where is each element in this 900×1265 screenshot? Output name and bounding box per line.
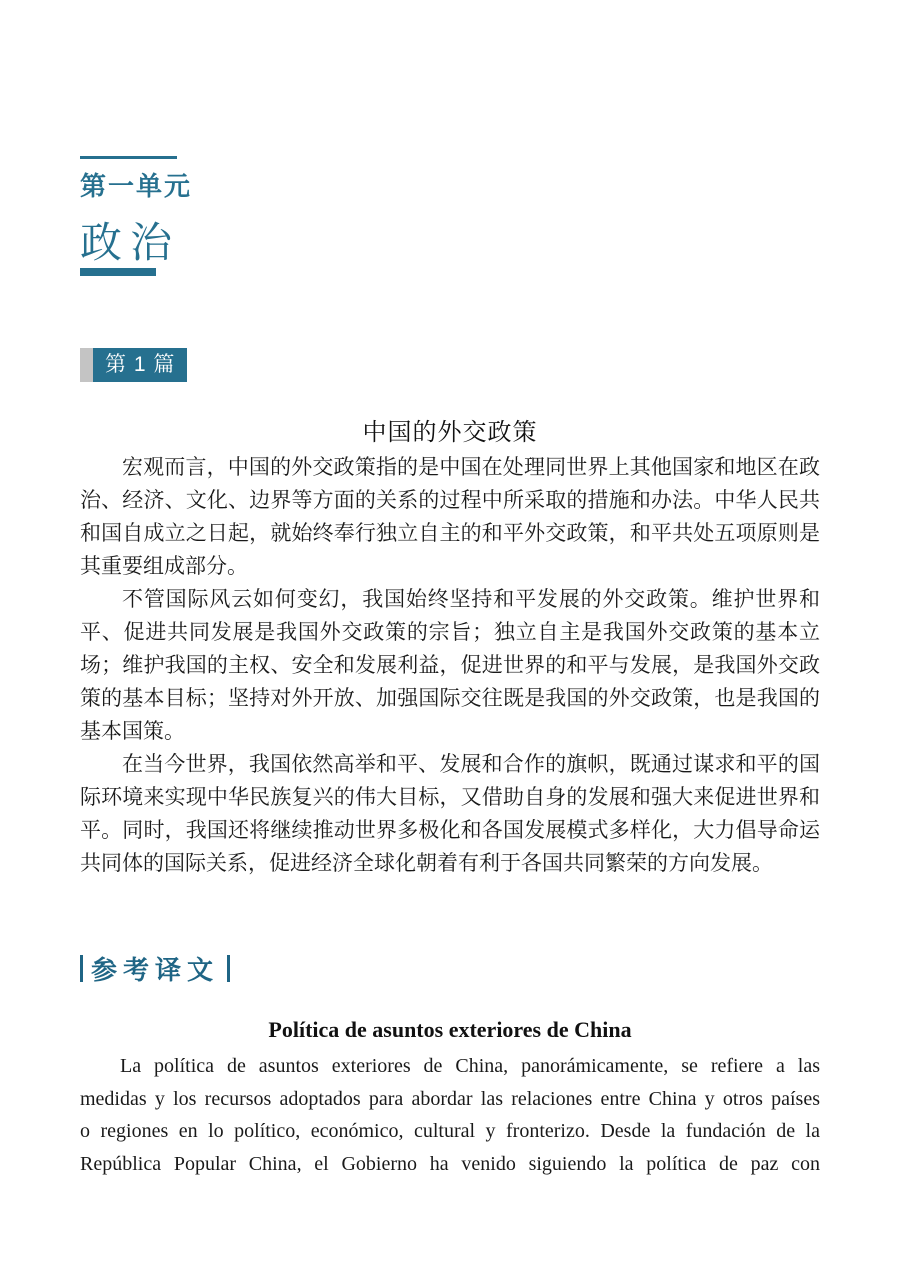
chinese-paragraph-2: 不管国际风云如何变幻，我国始终坚持和平发展的外交政策。维护世界和平、促进共同发展是我国外交政策的宗旨；独立自主是我国外交政策的基本立场；维护我国的主权、安全和发展利益，促进世界的和平与发展，是我国外交政策的基本目标；坚持对外开放、加强国际交往既是我国的外交政策，也是我国的基本国策。 — [80, 587, 820, 743]
translation-section-header — [80, 950, 230, 987]
translation-body — [80, 1050, 820, 1180]
unit-divider-line — [80, 156, 177, 159]
translation-paragraph-1: La política de asuntos exteriores de China, panorámicamente, se refiere a las medidas y los recursos adoptados para abordar las relaciones entre China y otros países o regiones en lo político, económico, cultural y fronterizo. Desde la fundación de la República Popular China, el Gobierno ha venido siguiendo la política de paz con — [80, 1055, 820, 1175]
unit-title: 政治 — [80, 219, 181, 266]
chinese-article-body — [80, 451, 820, 880]
unit-underline-bar — [80, 268, 156, 276]
chinese-paragraph-3: 在当今世界，我国依然高举和平、发展和合作的旗帜，既通过谋求和平的国际环境来实现中华民族复兴的伟大目标，又借助自身的发展和强大来促进世界和平。同时，我国还将继续推动世界多极化和各国发展模式多样化，大力倡导命运共同体的国际关系，促进经济全球化朝着有利于各国共同繁荣的方向发展。 — [80, 752, 820, 875]
chinese-paragraph-1: 宏观而言，中国的外交政策指的是中国在处理同世界上其他国家和地区在政治、经济、文化、边界等方面的关系的过程中所采取的措施和办法。中华人民共和国自成立之日起，就始终奉行独立自主的和平外交政策，和平共处五项原则是其重要组成部分。 — [80, 455, 820, 578]
unit-label: 第一单元 — [80, 171, 193, 201]
translation-header-label: 参考译文 — [91, 955, 220, 985]
left-bar-decoration — [80, 955, 83, 982]
article-badge — [80, 348, 187, 382]
badge-label: 第 1 篇 — [93, 348, 187, 382]
right-bar-decoration — [227, 955, 230, 982]
badge-gray-block — [80, 348, 93, 382]
translation-title: Política de asuntos exteriores de China — [268, 1017, 632, 1042]
article-title: 中国的外交政策 — [362, 420, 538, 446]
